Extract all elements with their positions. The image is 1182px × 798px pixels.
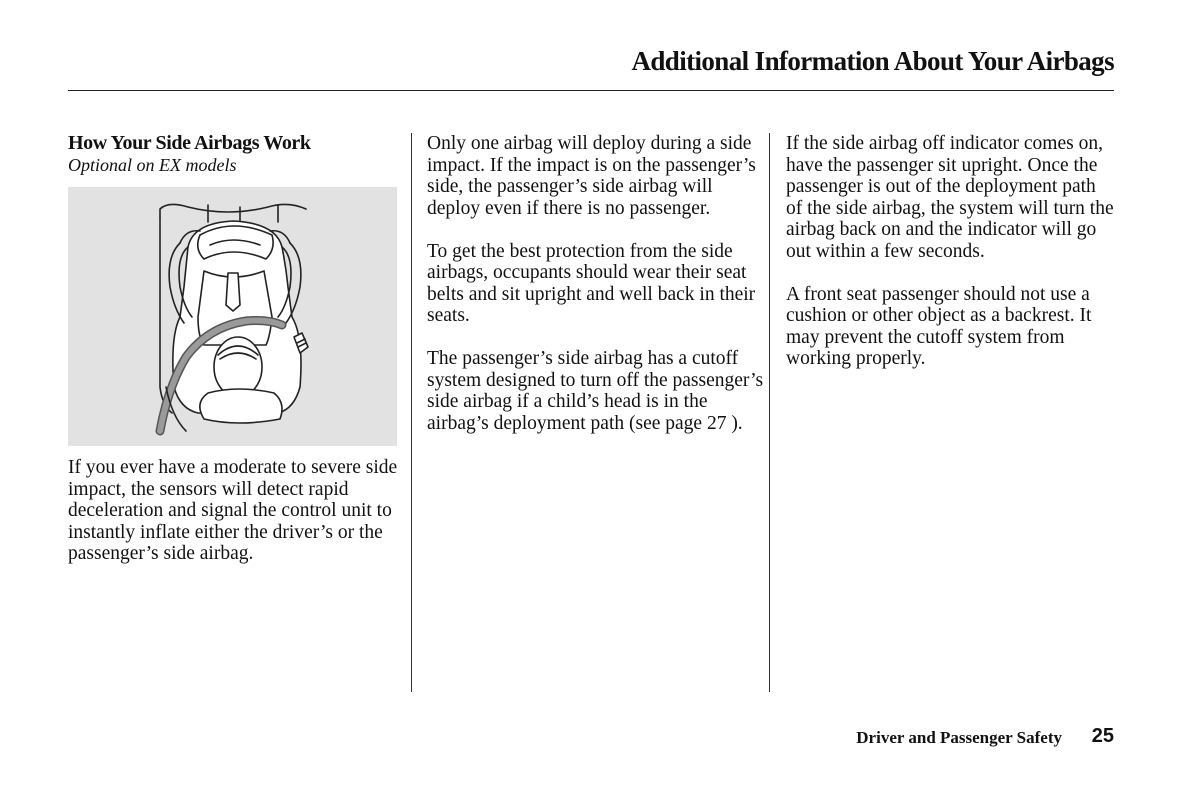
paragraph: The passenger’s side airbag has a cutoff system designed to turn off the passenger’s side airbag if a child’s head is in the airbag’s deployment path (see page 27 ).: [427, 348, 764, 434]
paragraph: If you ever have a moderate to severe side impact, the sensors will detect rapid deceleration and signal the control unit to instantly inflate either the driver’s or the passenger’s side airbag.: [68, 457, 398, 564]
paragraph: If the side airbag off indicator comes on, have the passenger sit upright. Once the passenger is out of the deployment path of the side airbag, the system will turn the airbag back on and the indicator will go out within a few seconds.: [786, 133, 1114, 262]
seated-passenger-top-view-illustration: [68, 187, 397, 446]
passenger-illustration-icon: [68, 187, 397, 446]
page-title: Additional Information About Your Airbags: [631, 46, 1114, 76]
title-rule: [68, 90, 1114, 91]
column-1: [68, 133, 402, 586]
section-heading: How Your Side Airbags Work: [68, 132, 311, 154]
paragraph: To get the best protection from the side airbags, occupants should wear their seat belts and sit upright and well back in their seats.: [427, 240, 756, 326]
paragraph: A front seat passenger should not use a cushion or other object as a backrest. It may prevent the cutoff system from working properly.: [786, 283, 1092, 369]
column-2: [427, 133, 767, 456]
column-3: [786, 133, 1116, 391]
footer-section-title: Driver and Passenger Safety: [856, 728, 1062, 747]
column-divider: [769, 133, 770, 692]
column-divider: [411, 133, 412, 692]
section-subheading: Optional on EX models: [68, 154, 237, 175]
page-number: 25: [1091, 725, 1114, 747]
paragraph: Only one airbag will deploy during a side impact. If the impact is on the passenger’s side, the passenger’s side airbag will deploy even if there is no passenger.: [427, 133, 756, 219]
